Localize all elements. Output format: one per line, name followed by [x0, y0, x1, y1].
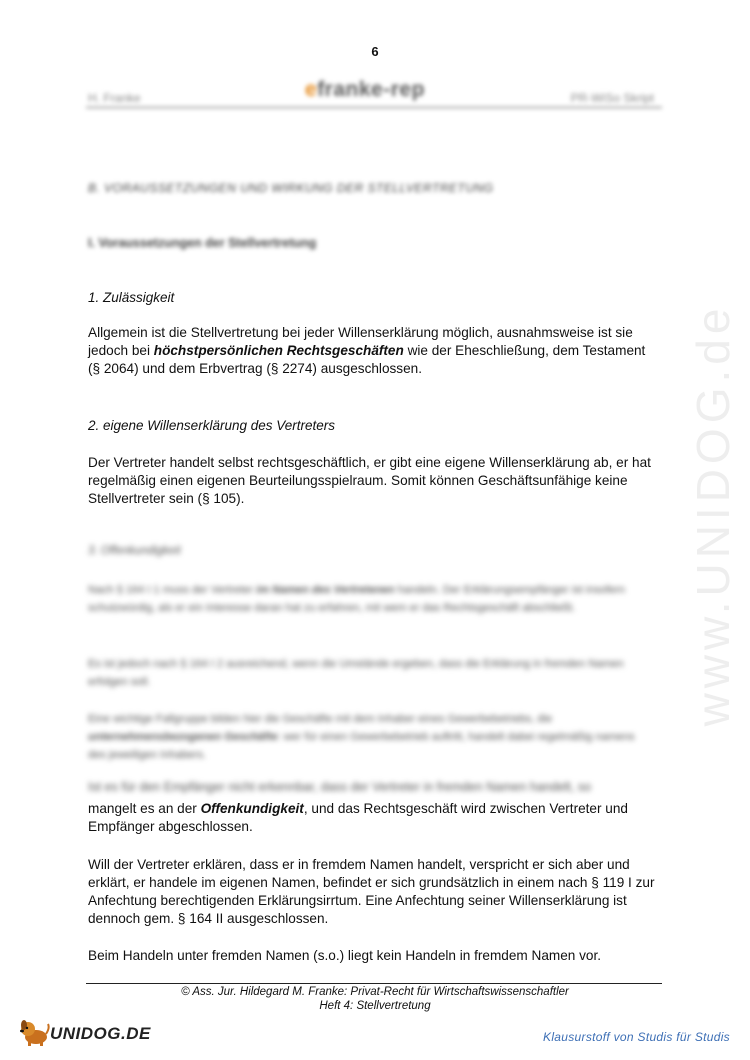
footer-copyright: © Ass. Jur. Hildegard M. Franke: Privat-Recht für Wirtschaftswissenschaftler [181, 986, 569, 998]
section-3-paragraph-4-start: Ist es für den Empfänger nicht erkennbar, dass der Vertreter in fremden Namen handelt, so [88, 780, 592, 794]
page-number: 6 [371, 44, 379, 59]
section-3-paragraph-3 [88, 710, 643, 764]
closing-p1-after: , und das Rechtsgeschäft wird zwischen Vertreter und Empfänger abgeschlossen. [88, 801, 628, 834]
closing-p1-bold: Offenkundigkeit [200, 801, 304, 816]
unidog-slogan: Klausurstoff von Studis für Studis [543, 1030, 730, 1044]
footer-rule [86, 983, 662, 984]
subsection-heading: I. Voraussetzungen der Stellvertretung [88, 236, 317, 250]
footer-booklet: Heft 4: Stellvertretung [319, 1000, 431, 1012]
section-3-p3-after: : wer für einen Gewerbebetrieb auftritt, handelt dabei regelmäßig namens des jeweiligen Inhabers. [88, 731, 635, 761]
section-3-title: 3. Offenkundigkeit [88, 545, 181, 557]
section-1-text [88, 324, 656, 378]
section-3-p1-after: handeln. Der Erklärungsempfänger ist insofern schutzwürdig, als er ein Interesse daran hat zu erfahren, mit wem er das Rechtsgeschäft abschließt. [88, 584, 626, 614]
header-author: H. Franke [88, 91, 141, 105]
closing-paragraph-3: Beim Handeln unter fremden Namen (s.o.) liegt kein Handeln in fremdem Namen vor. [88, 948, 602, 963]
section-3-p3-before: Eine wichtige Fallgruppe bilden hier die Geschäfte mit dem Inhaber eines Gewerbebetriebs, die [88, 713, 553, 725]
header-script-label: PR-WiSo Skript [570, 91, 654, 105]
section-3-p1-before: Nach § 164 I 1 muss der Vertreter [88, 584, 257, 596]
section-3-paragraph-2: Es ist jedoch nach § 164 I 2 ausreichend, wenn die Umstände ergeben, dass die Erklärung in fremden Namen erfolgen soll. [88, 658, 624, 688]
section-3-p3-bold: unternehmensbezogenen Geschäfte [88, 731, 278, 743]
section-2-title: 2. eigene Willenserklärung des Vertreters [88, 418, 336, 433]
closing-paragraph-1 [88, 800, 656, 836]
closing-paragraph-2: Will der Vertreter erklären, dass er in fremdem Namen handelt, verspricht er sich aber und erklärt, er handele im eigenen Namen, befindet er sich grundsätzlich in einem nach § 119 I zur Anfechtung berechtigenden Erklärungsirrtum. Eine Anfechtung seiner Willenserklärung ist dennoch gem. § 164 II ausgeschlossen. [88, 857, 655, 926]
header-logo-text: franke-rep [317, 78, 425, 101]
section-3-p1-bold: im Namen des Vertretenen [256, 584, 395, 596]
section-1-text-before: Allgemein ist die Stellvertretung bei jeder Willenserklärung möglich, ausnahmsweise ist sie jedoch bei [88, 325, 633, 358]
unidog-logo: UNIDOG.DE [50, 1024, 151, 1043]
section-1-text-after: wie der Eheschließung, dem Testament (§ 2064) und dem Erbvertrag (§ 2274) ausgeschlossen. [88, 343, 646, 376]
section-1-title: 1. Zulässigkeit [88, 290, 175, 305]
unidog-watermark: www.UNIDOG.de [687, 303, 739, 727]
dog-icon [18, 1018, 50, 1046]
closing-p1-before: mangelt es an der [88, 801, 201, 816]
section-2-text: Der Vertreter handelt selbst rechtsgeschäftlich, er gibt eine eigene Willenserklärung ab, er hat regelmäßig einen eigenen Beurteilungsspielraum. Somit können Geschäftsunfähige keine Stellvertreter sein (§ 105). [88, 455, 651, 506]
section-3-paragraph-1 [88, 581, 643, 617]
section-1-text-bold: höchstpersönlichen Rechtsgeschäften [153, 343, 404, 358]
header-rule [86, 107, 662, 108]
section-heading: B. VORAUSSETZUNGEN UND WIRKUNG DER STELLVERTRETUNG [88, 181, 494, 195]
header-logo [305, 78, 425, 102]
header-logo-prefix: e [305, 78, 318, 101]
